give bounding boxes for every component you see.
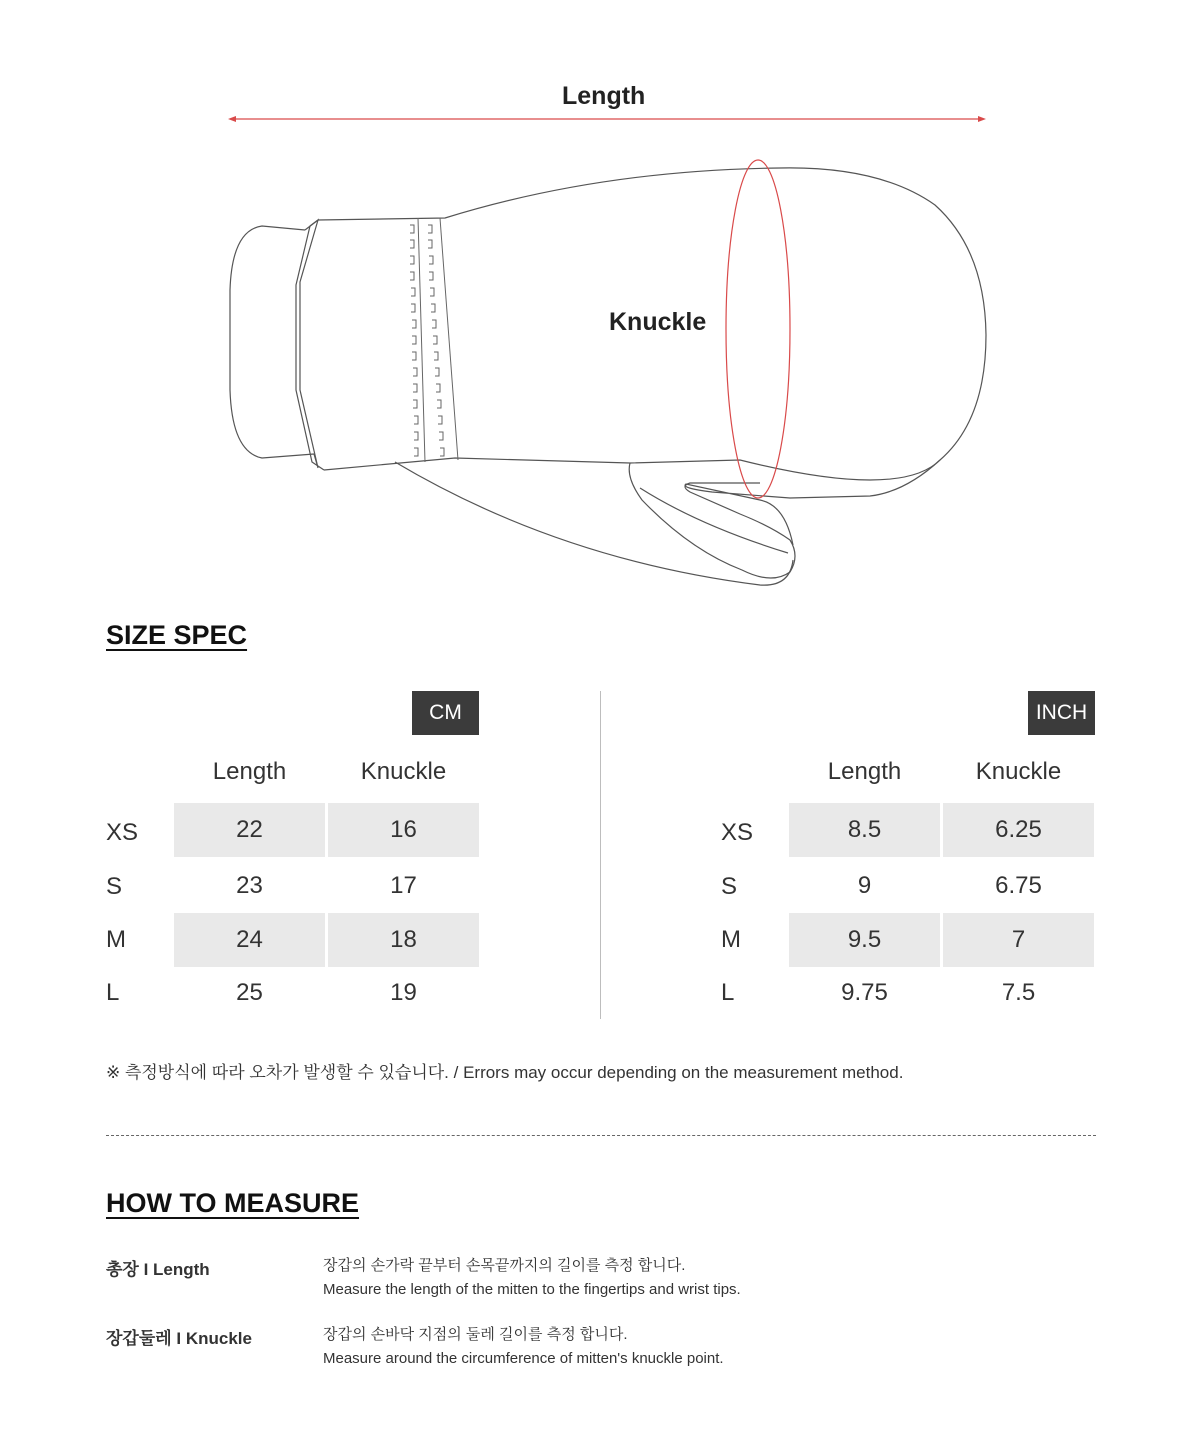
cm-unit-badge: CM xyxy=(412,691,479,735)
measure-term-knuckle: 장갑둘레 I Knuckle xyxy=(106,1329,252,1348)
cm-col-knuckle: Knuckle xyxy=(360,758,447,785)
inch-size-s: S xyxy=(721,873,738,900)
inch-s-length: 9 xyxy=(857,872,872,899)
knuckle-label: Knuckle xyxy=(609,308,707,336)
inch-l-knuckle: 7.5 xyxy=(1001,979,1036,1006)
inch-xs-length: 8.5 xyxy=(789,803,940,857)
cm-l-knuckle: 19 xyxy=(390,979,417,1006)
measure-desc-knuckle-ko: 장갑의 손바닥 지점의 둘레 길이를 측정 합니다. xyxy=(323,1326,628,1343)
how-to-measure-title: HOW TO MEASURE xyxy=(106,1188,360,1218)
inch-col-knuckle: Knuckle xyxy=(975,758,1062,785)
cm-size-m: M xyxy=(106,926,126,953)
mitten-stitching xyxy=(410,218,458,462)
inch-xs-knuckle: 6.25 xyxy=(943,803,1094,857)
mitten-diagram xyxy=(0,0,1200,600)
cm-s-length: 23 xyxy=(236,872,263,899)
inch-l-length: 9.75 xyxy=(841,979,888,1006)
knuckle-circumference xyxy=(726,160,790,498)
section-divider xyxy=(106,1135,1096,1136)
measure-desc-length-ko: 장갑의 손가락 끝부터 손목끝까지의 길이를 측정 합니다. xyxy=(323,1257,686,1274)
measure-desc-length-en: Measure the length of the mitten to the fingertips and wrist tips. xyxy=(323,1281,741,1298)
cm-size-xs: XS xyxy=(106,819,139,846)
cm-m-length: 24 xyxy=(174,913,325,967)
cm-s-knuckle: 17 xyxy=(390,872,417,899)
cm-col-length: Length xyxy=(212,758,287,785)
measure-desc-knuckle-en: Measure around the circumference of mitten's knuckle point. xyxy=(323,1350,724,1367)
inch-size-l: L xyxy=(721,979,735,1006)
size-spec-title: SIZE SPEC xyxy=(106,620,248,650)
inch-m-length: 9.5 xyxy=(789,913,940,967)
table-divider xyxy=(600,691,601,1019)
cm-size-l: L xyxy=(106,979,120,1006)
measure-desc-length xyxy=(323,1254,741,1302)
length-label: Length xyxy=(562,82,646,110)
length-arrow xyxy=(228,116,986,122)
inch-s-knuckle: 6.75 xyxy=(995,872,1042,899)
measure-term-length: 총장 I Length xyxy=(106,1260,210,1279)
cm-xs-length: 22 xyxy=(174,803,325,857)
inch-m-knuckle: 7 xyxy=(943,913,1094,967)
inch-unit-badge: INCH xyxy=(1028,691,1095,735)
mitten-cuff xyxy=(230,220,324,470)
cm-m-knuckle: 18 xyxy=(328,913,479,967)
cm-l-length: 25 xyxy=(236,979,263,1006)
inch-size-m: M xyxy=(721,926,741,953)
measure-desc-knuckle xyxy=(323,1323,724,1371)
inch-col-length: Length xyxy=(827,758,902,785)
measurement-note: ※ 측정방식에 따라 오차가 발생할 수 있습니다. / Errors may occur depending on the measurement method. xyxy=(106,1063,904,1082)
cm-xs-knuckle: 16 xyxy=(328,803,479,857)
inch-size-xs: XS xyxy=(721,819,754,846)
cm-size-s: S xyxy=(106,873,123,900)
